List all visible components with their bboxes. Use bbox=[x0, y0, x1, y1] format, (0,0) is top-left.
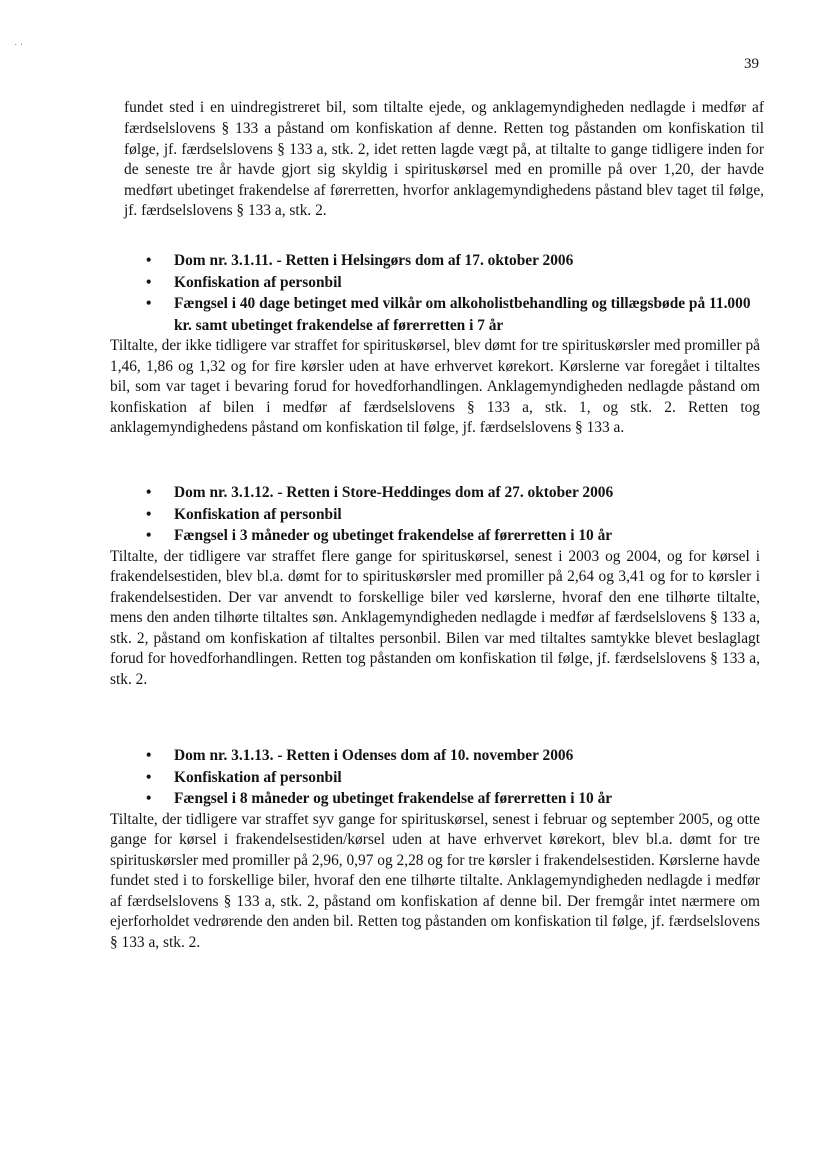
case-title bbox=[146, 482, 770, 504]
bullet-icon: • bbox=[146, 505, 152, 523]
case-sentence bbox=[146, 788, 770, 810]
case-title-text: Dom nr. 3.1.12. - Retten i Store-Heddinges dom af 27. oktober 2006 bbox=[174, 484, 614, 501]
case-description: Tiltalte, der tidligere var straffet syv gange for spirituskørsel, senest i februar og september 2005, og otte gange for kørsel i frakendelsestiden/kørsel uden at have erhvervet kørekort, blev bl.a. dømt for tre spirituskørsler med promiller på 2,96, 0,97 og 2,28 og for tre kørsler i frakendelsestiden. Kørslerne havde fundet sted i to forskellige biler, hvoraf den ene tilhørte tiltalte. Anklagemyndigheden nedlagde i medfør af færdselslovens § 133 a, stk. 2, påstand om konfiskation af denne bil. Der fremgår intet nærmere om ejerforholdet vedrørende den anden bil. Retten tog påstanden om konfiskation til følge, jf. færdselslovens § 133 a, stk. 2. bbox=[110, 810, 760, 952]
case-title-text: Dom nr. 3.1.13. - Retten i Odenses dom af 10. november 2006 bbox=[174, 747, 574, 764]
bullet-icon: • bbox=[146, 527, 152, 544]
scan-mark: · · bbox=[14, 40, 24, 51]
case-measure-text: Konfiskation af personbil bbox=[174, 768, 342, 786]
bullet-icon: • bbox=[146, 768, 152, 786]
page-number: 39 bbox=[744, 56, 759, 72]
case-sentence bbox=[146, 293, 770, 336]
case-sentence-text: Fængsel i 8 måneder og ubetinget frakendelse af førerretten i 10 år bbox=[174, 790, 613, 807]
case-block bbox=[110, 482, 770, 706]
bullet-icon: • bbox=[146, 295, 152, 312]
case-bullet-list bbox=[110, 482, 770, 547]
intro-paragraph: fundet sted i en uindregistreret bil, som tiltalte ejede, og anklagemyndigheden nedlagde i medfør af færdselslovens § 133 a påstand om konfiskation af denne. Retten tog påstanden om konfiskation til følge, jf. færdselslovens § 133 a, stk. 2, idet retten lagde vægt på, at tiltalte to gange tidligere inden for de seneste tre år havde gjort sig skyldig i spirituskørsel med en promille på over 1,20, der havde medført ubetinget frakendelse af førerretten, hvorfor anklagemyndighedens påstand blev taget til følge, jf. færdselslovens § 133 a, stk. 2. bbox=[124, 99, 764, 220]
case-title bbox=[146, 745, 770, 767]
bullet-icon: • bbox=[146, 252, 152, 269]
case-sentence-text: Fængsel i 40 dage betinget med vilkår om alkoholistbehandling og tillægsbøde på 11.000 kr. samt ubetinget frakendelse af førerretten i 7 år bbox=[174, 295, 751, 334]
bullet-icon: • bbox=[146, 790, 152, 807]
bullet-icon: • bbox=[146, 747, 152, 764]
case-measure-text: Konfiskation af personbil bbox=[174, 273, 342, 291]
bullet-icon: • bbox=[146, 484, 152, 501]
case-block bbox=[110, 250, 770, 454]
case-bullet-list bbox=[110, 745, 770, 810]
case-measure bbox=[146, 272, 770, 294]
case-sentence bbox=[146, 525, 770, 547]
case-title bbox=[146, 250, 770, 272]
case-sentence-text: Fængsel i 3 måneder og ubetinget frakendelse af førerretten i 10 år bbox=[174, 527, 613, 544]
case-title-text: Dom nr. 3.1.11. - Retten i Helsingørs dom af 17. oktober 2006 bbox=[174, 252, 574, 269]
case-measure bbox=[146, 504, 770, 526]
bullet-icon: • bbox=[146, 273, 152, 291]
case-block bbox=[110, 745, 770, 969]
case-measure bbox=[146, 767, 770, 789]
case-description: Tiltalte, der tidligere var straffet flere gange for spirituskørsel, senest i 2003 og 2004, og for kørsel i frakendelsestiden, blev bl.a. dømt for to spirituskørsler med promiller på 2,64 og 3,41 og for to kørsler i frakendelsestiden. Der var anvendt to forskellige biler ved kørslerne, hvoraf den ene tilhørte tiltalte, mens den anden tilhørte tiltaltes søn. Anklagemyndigheden nedlagde i medfør af færdselslovens § 133 a, stk. 2, påstand om konfiskation af tiltaltes personbil. Bilen var med tiltaltes samtykke blevet beslaglagt forud for hovedforhandlingen. Retten tog påstanden om konfiskation til følge, jf. færdselslovens § 133 a, stk. 2. bbox=[110, 547, 760, 689]
case-description: Tiltalte, der ikke tidligere var straffet for spirituskørsel, blev dømt for tre spirituskørsler med promiller på 1,46, 1,86 og 1,32 og for fire kørsler uden at have erhvervet kørekort. Kørslerne var foregået i tiltaltes bil, som var taget i bevaring forud for hovedforhandlingen. Anklagemyndigheden nedlagde påstand om konfiskation af bilen i medfør af færdselslovens § 133 a, stk. 1, og stk. 2. Retten tog anklagemyndighedens påstand om konfiskation til følge, jf. færdselslovens § 133 a. bbox=[110, 337, 760, 437]
case-bullet-list bbox=[110, 250, 770, 336]
case-measure-text: Konfiskation af personbil bbox=[174, 505, 342, 523]
